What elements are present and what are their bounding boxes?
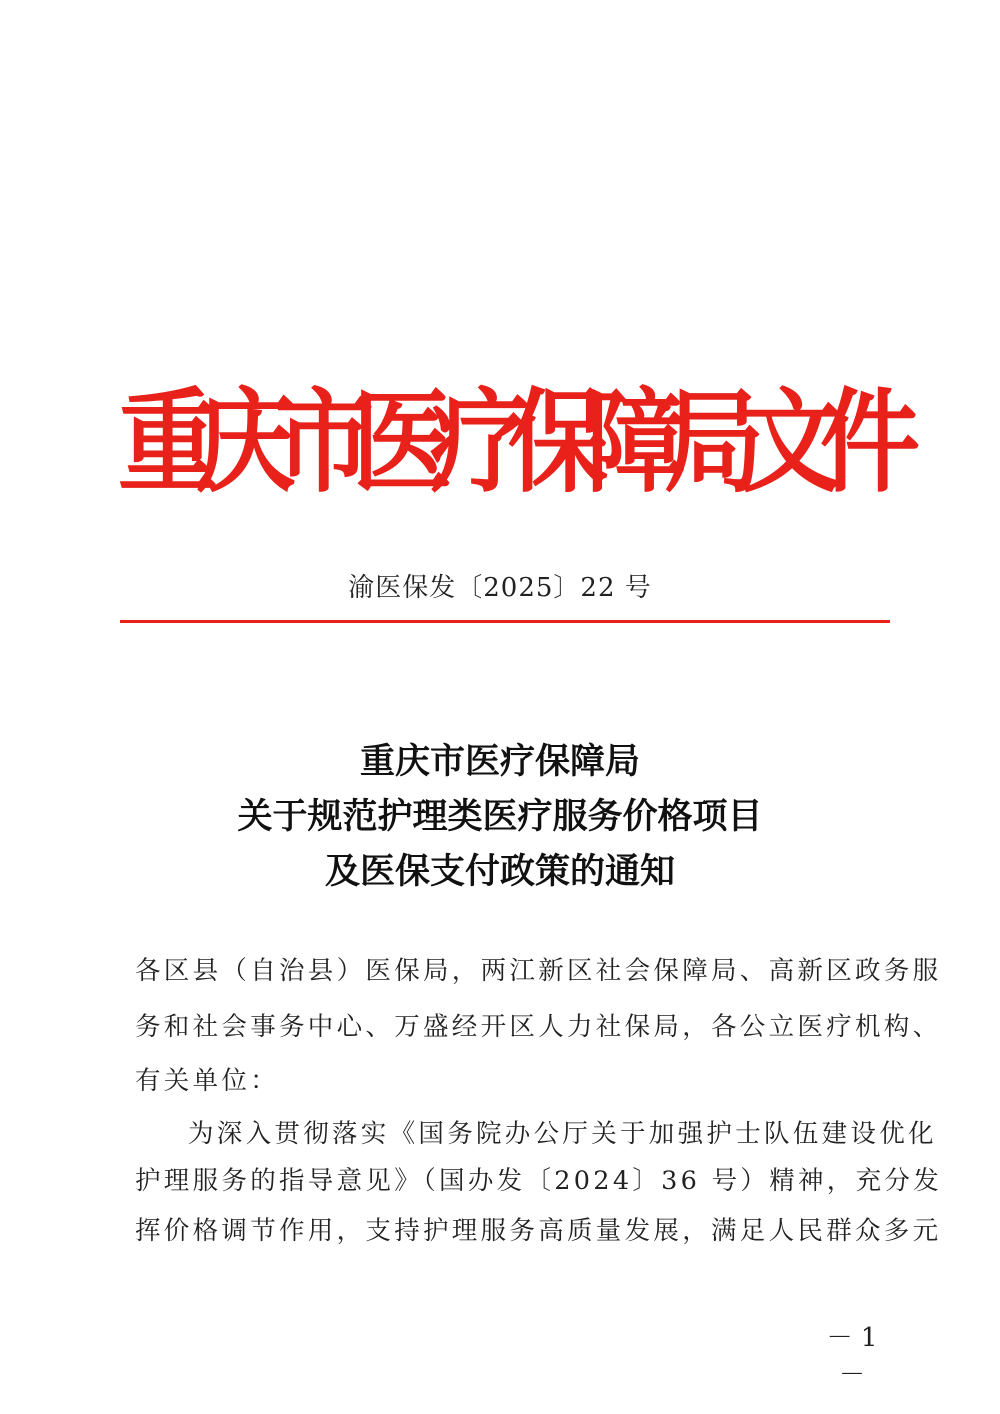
document-number: 渝医保发〔2025〕22 号 xyxy=(348,573,652,603)
masthead-char: 庆 xyxy=(196,376,296,508)
masthead-title xyxy=(118,370,920,516)
masthead-char: 障 xyxy=(586,376,686,508)
body-text-line: 挥价格调节作用，支持护理服务高质量发展，满足人民群众多元 xyxy=(135,1216,942,1246)
body-text-line: 各区县（自治县）医保局，两江新区社会保障局、高新区政务服 xyxy=(135,956,942,986)
masthead-char: 疗 xyxy=(430,376,530,508)
masthead-char: 保 xyxy=(508,376,608,508)
body-text-line: 为深入贯彻落实《国务院办公厅关于加强护士队伍建设优化 xyxy=(188,1119,937,1149)
red-divider-line xyxy=(120,620,890,623)
document-title-line-2: 关于规范护理类医疗服务价格项目 xyxy=(237,796,763,837)
masthead-char: 局 xyxy=(664,376,764,508)
body-text-line: 护理服务的指导意见》（国办发〔2024〕36 号）精神，充分发 xyxy=(135,1166,943,1196)
document-title-line-1: 重庆市医疗保障局 xyxy=(359,741,640,782)
body-text-line: 务和社会事务中心、万盛经开区人力社保局，各公立医疗机构、 xyxy=(135,1012,942,1042)
masthead-char: 重 xyxy=(118,376,218,508)
page-number: － 1 － xyxy=(826,1323,878,1390)
document-title-line-3: 及医保支付政策的通知 xyxy=(324,851,675,892)
body-text-line: 有关单位： xyxy=(135,1066,280,1096)
masthead-char: 文 xyxy=(742,376,842,508)
masthead-char: 医 xyxy=(352,376,452,508)
masthead-char: 件 xyxy=(820,376,920,508)
masthead-char: 市 xyxy=(274,376,374,508)
